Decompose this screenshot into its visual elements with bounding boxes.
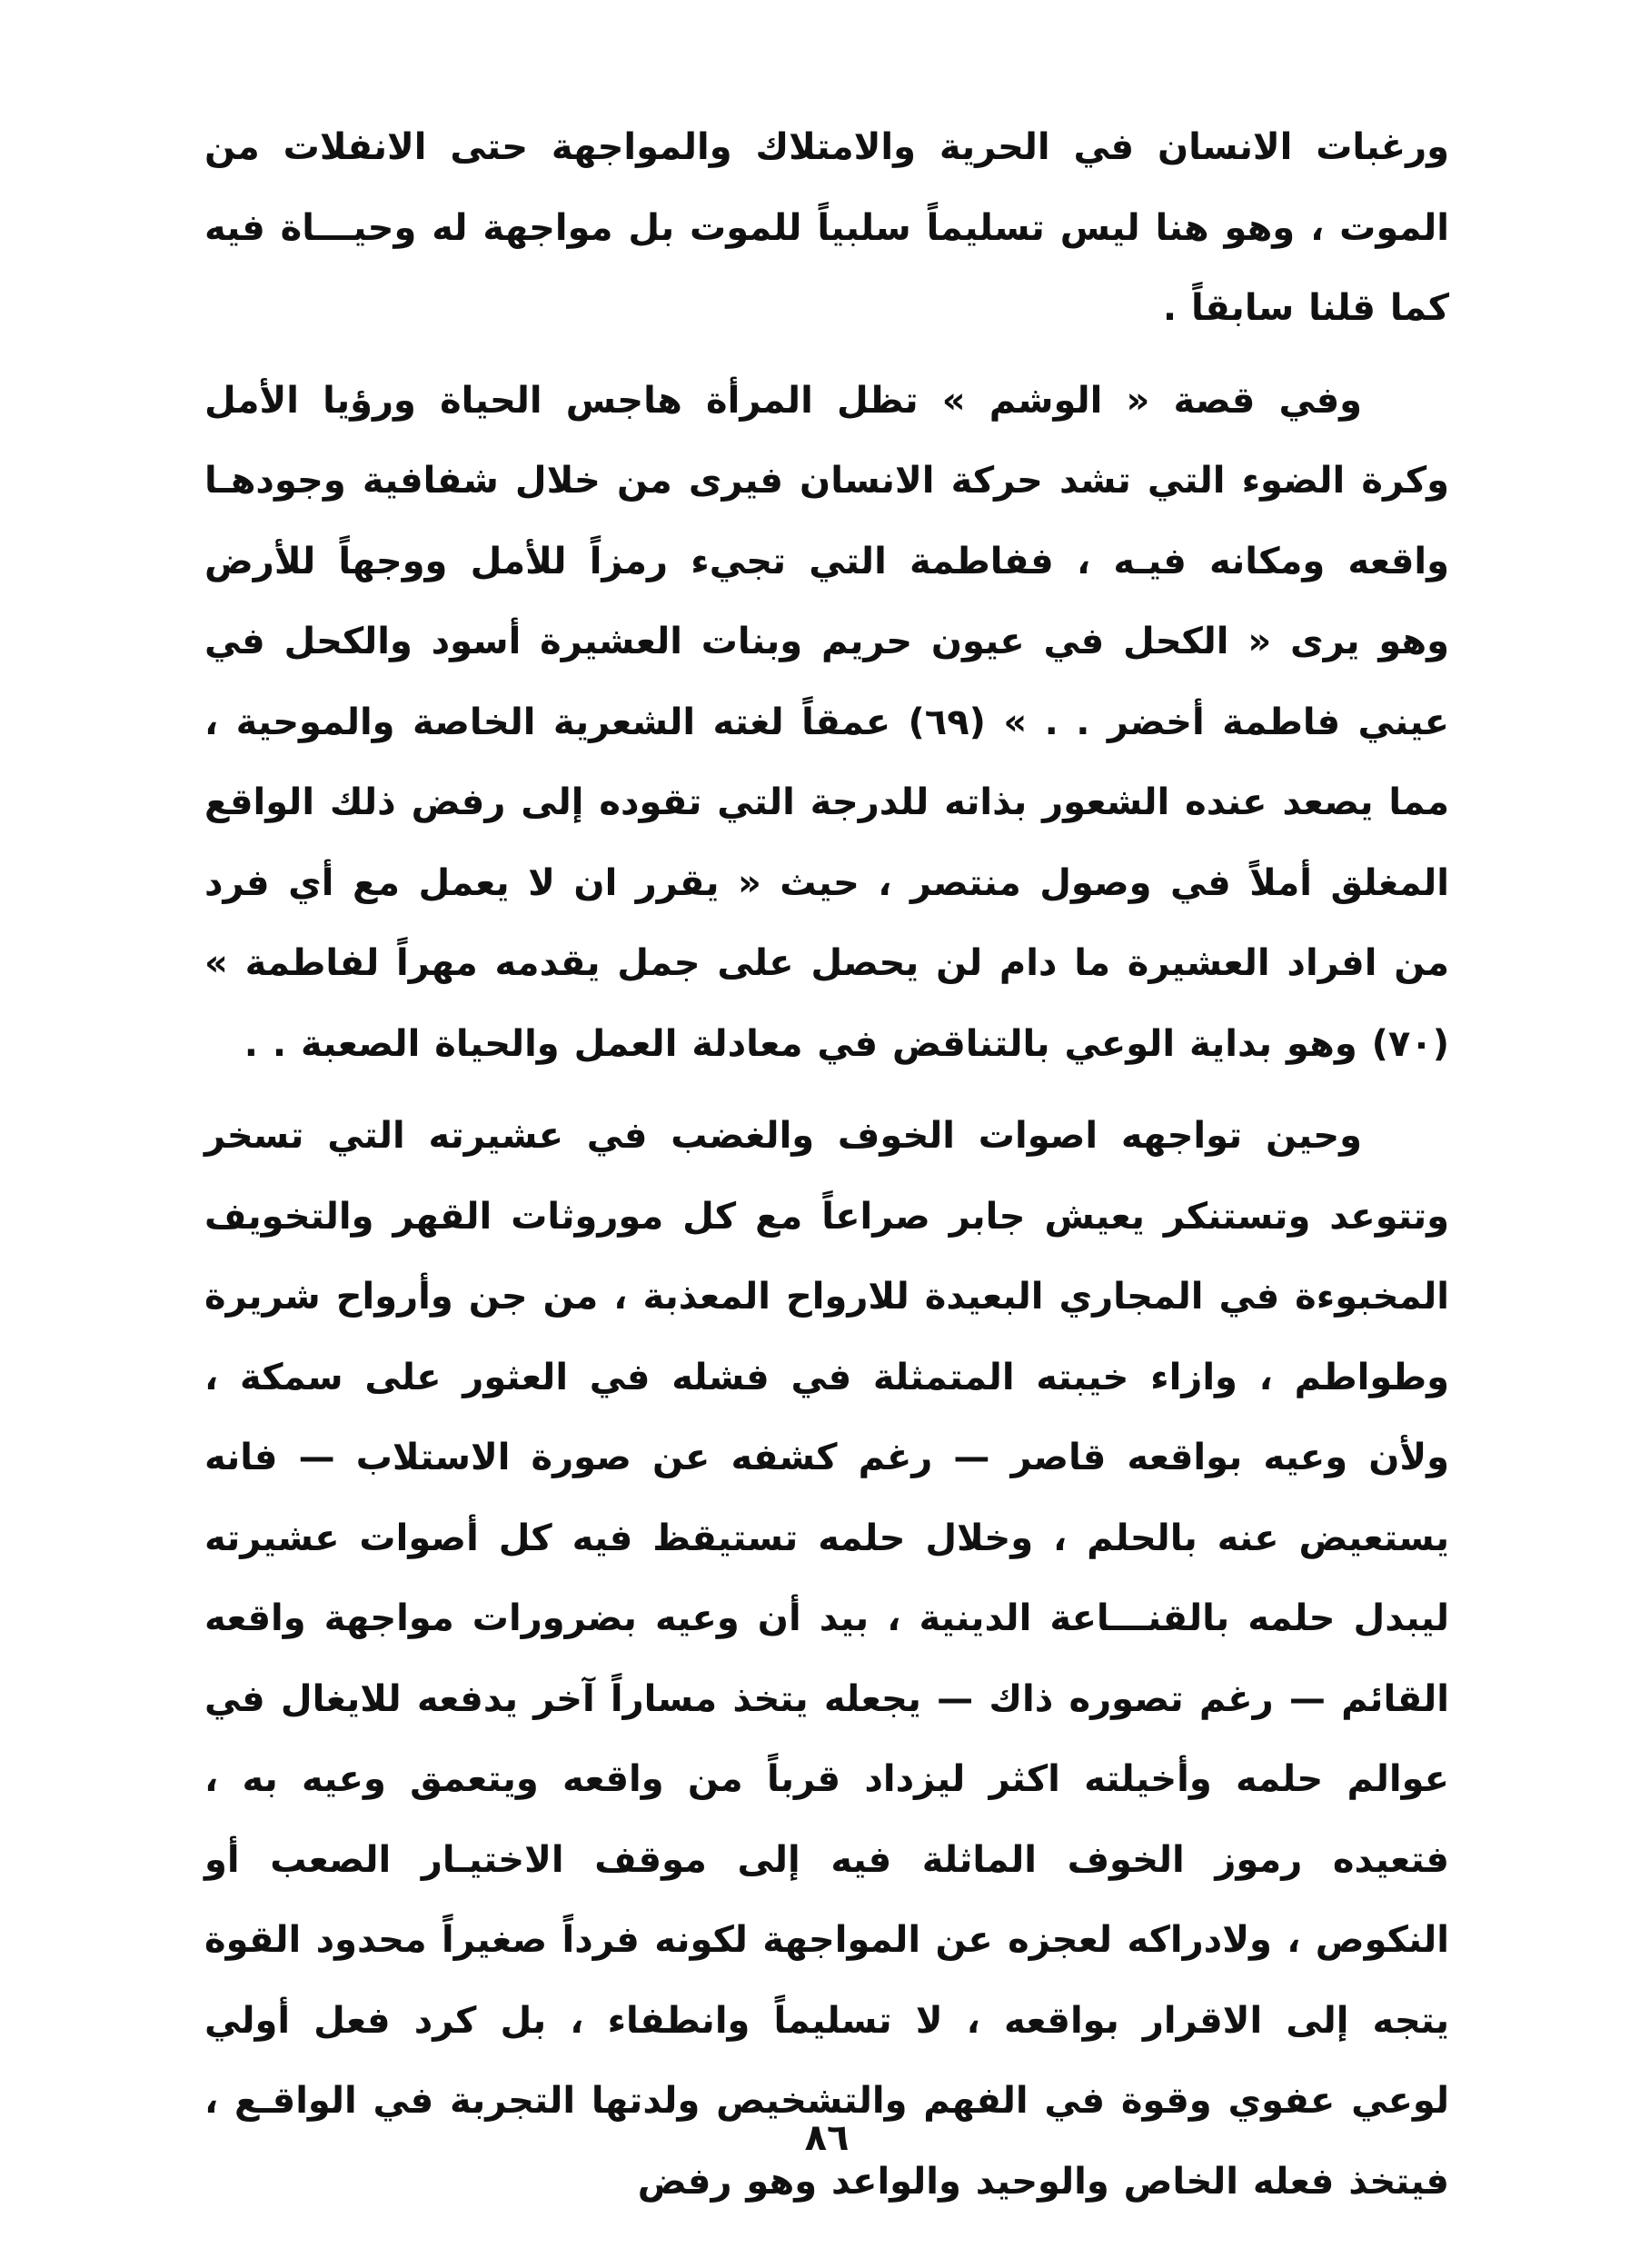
paragraph-3: وحين تواجهه اصوات الخوف والغضب في عشيرته التي تسخر وتتوعد وتستنكر يعيش جابر صراعاً مع كل موروثات القهر والتخويف المخبوءة في المجاري البعيدة للارواح المعذبة ، من جن وأرواح شريرة وطواطم ، وازاء خيبته المتمثلة في فشله في العثور على سمكة ، ولأن وعيه بواقعه قاصر — رغم كشفه عن صورة الاستلاب — فانه يستعيض عنه بالحلم ، وخلال حلمه تستيقظ فيه كل أصوات عشيرته ليبدل حلمه بالقنـــاعة الدينية ، بيد أن وعيه بضرورات مواجهة واقعه القائم — رغم تصوره ذاك — يجعله يتخذ مساراً آخر يدفعه للايغال في عوالم حلمه وأخيلته اكثر ليزداد قرباً من واقعه ويتعمق وعيه به ، فتعيده رموز الخوف الماثلة فيه إلى موقف الاختيـار الصعب أو النكوص ، ولادراكه لعجزه عن المواجهة لكونه فرداً صغيراً محدود القوة يتجه إلى الاقرار بواقعه ، لا تسليماً وانطفاء ، بل كرد فعل أولي لوعي عفوي وقوة في الفهم والتشخيص ولدتها التجربة في الواقـع ، فيتخذ فعله الخاص والوحيد والواعد وهو رفض (204, 1115, 1449, 2203)
page-number: ٨٦ (804, 2117, 850, 2159)
body-text (204, 107, 1449, 2222)
paragraph-2: وفي قصة « الوشم » تظل المرأة هاجس الحياة ورؤيا الأمل وكرة الضوء التي تشد حركة الانسان فيرى من خلال شفافية وجودهـا واقعه ومكانه فيـه ، ففاطمة التي تجيء رمزاً للأمل ووجهاً للأرض وهو يرى « الكحل في عيون حريم وبنات العشيرة أسود والكحل في عيني فاطمة أخضر . . » (٦٩) عمقاً لغته الشعرية الخاصة والموحية ، مما يصعد عنده الشعور بذاته للدرجة التي تقوده إلى رفض ذلك الواقع المغلق أملاً في وصول منتصر ، حيث « يقرر ان لا يعمل مع أي فرد من افراد العشيرة ما دام لن يحصل على جمل يقدمه مهراً لفاطمة » (٧٠) وهو بداية الوعي بالتناقض في معادلة العمل والحياة الصعبة . . (204, 379, 1449, 1065)
paragraph-1: ورغبات الانسان في الحرية والامتلاك والمواجهة حتى الانفلات من الموت ، وهو هنا ليس تسليماً سلبياً للموت بل مواجهة له وحيـــاة فيه كما قلنا سابقاً . (204, 126, 1449, 329)
